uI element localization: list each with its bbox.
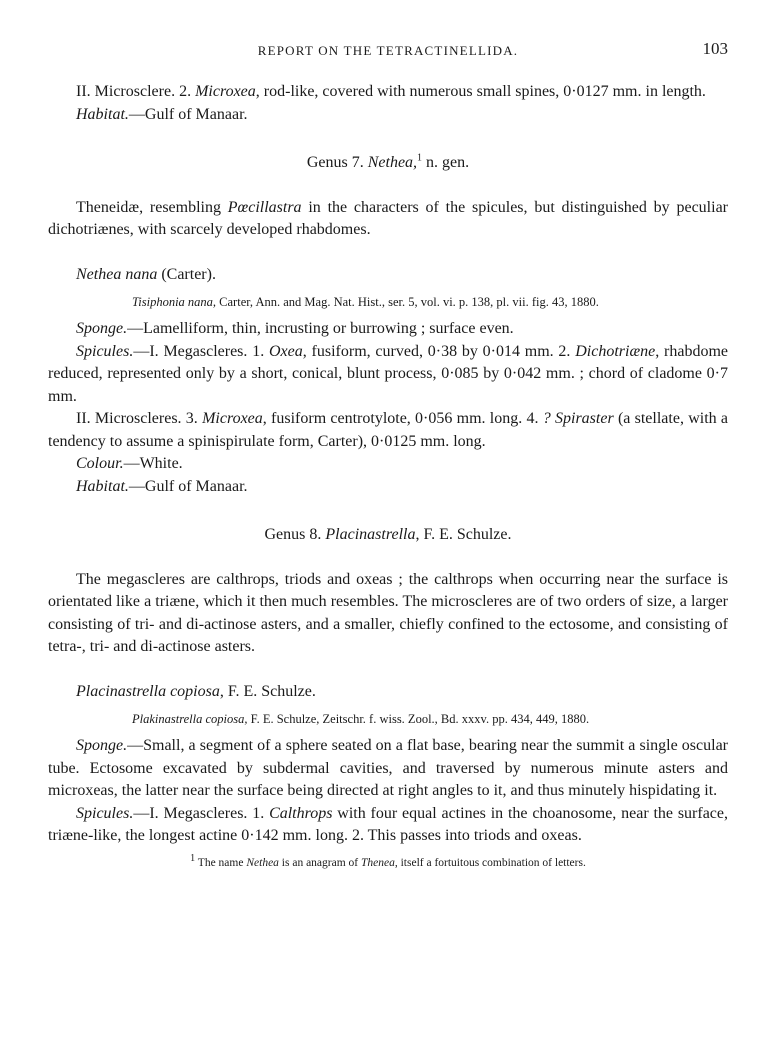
page-number: 103 — [702, 39, 728, 58]
sponge-text: —Lamelliform, thin, incrusting or burrowing ; surface even. — [127, 320, 514, 337]
text-run: Genus 7. — [306, 154, 368, 171]
genus-name-placinastrella: Placinastrella — [325, 526, 416, 543]
habitat-paragraph — [48, 104, 728, 127]
text-run: II. Microscleres. 3. — [76, 410, 203, 427]
microsclere-paragraph — [48, 81, 728, 104]
citation-plakinastrella — [48, 710, 728, 728]
text-run: , fusiform centrotylote, 0·056 mm. long. 4. — [262, 410, 543, 427]
text-run: , rod-like, covered with numerous small spines, 0·0127 mm. in length. — [255, 83, 706, 100]
text-run: n. gen. — [422, 154, 470, 171]
text-run: , rhabdome reduced, represented only by a short, conical, blunt process, 0·085 by 0·042 mm. ; chord of cladome 0·7 mm. — [48, 342, 728, 405]
species-name: Placinastrella copiosa — [76, 682, 220, 700]
taxon-oxea: Oxea — [268, 342, 303, 360]
citation-taxon: Tisiphonia nana, — [132, 295, 217, 309]
species-name: Nethea nana — [76, 265, 158, 283]
text-run: , fusiform, curved, 0·38 by 0·014 mm. 2. — [302, 342, 576, 360]
text-run: (a stellate, with a tendency to assume a spinispirulate form, Carter), 0·0125 mm. long. — [48, 410, 728, 450]
text-run: is an anagram of — [278, 856, 361, 869]
citation-text: F. E. Schulze, Zeitschr. f. wiss. Zool., Bd. xxxv. pp. 434, 449, 1880. — [247, 712, 590, 726]
taxon-spiraster: ? Spiraster — [542, 410, 614, 427]
text-run: with four equal actines in the choanosome, near the surface, triæne-like, the longest actine 0·142 mm. long. 2. This passes into triods and oxeas. — [48, 804, 729, 844]
sponge-label: Sponge. — [76, 737, 128, 754]
colour-paragraph — [48, 453, 728, 476]
species-author: , F. E. Schulze. — [219, 682, 316, 700]
text-run: , itself a fortuitous combination of letters. — [394, 856, 586, 869]
sponge-label: Sponge. — [76, 320, 128, 337]
habitat-paragraph — [48, 476, 728, 499]
text-run: Genus 8. — [264, 526, 326, 543]
microscleres-paragraph — [48, 408, 728, 453]
citation-text: Carter, Ann. and Mag. Nat. Hist., ser. 5, vol. vi. p. 138, pl. vii. fig. 43, 1880. — [216, 295, 599, 309]
spicules-label: Spicules. — [76, 342, 134, 360]
running-title: REPORT ON THE TETRACTINELLIDA. — [257, 43, 519, 58]
text-run: Theneidæ, resembling — [76, 198, 228, 216]
genus-7-description — [48, 197, 728, 242]
text-run: —I. Megascleres. 1. — [133, 342, 269, 360]
species-nethea-nana — [48, 264, 728, 287]
text-run: , F. E. Schulze. — [415, 526, 512, 543]
page — [48, 40, 728, 871]
species-author: (Carter). — [157, 265, 216, 283]
sponge-paragraph — [48, 318, 728, 341]
genus-8-heading — [48, 524, 728, 547]
footnote-taxon-nethea: Nethea — [246, 856, 279, 869]
spicules-label: Spicules. — [76, 804, 134, 822]
spicules-paragraph — [48, 341, 728, 409]
habitat-label: Habitat. — [76, 477, 129, 495]
habitat-text: —Gulf of Manaar. — [128, 105, 248, 123]
habitat-text: —Gulf of Manaar. — [128, 477, 248, 495]
text-run: in the characters of the spicules, but distinguished by peculiar dichotriænes, with scarcely developed rhabdomes. — [48, 198, 728, 238]
text-run: The name — [195, 856, 247, 869]
citation-taxon: Plakinastrella copiosa, — [132, 712, 248, 726]
spicules-paragraph — [48, 803, 728, 848]
taxon-dichotriaene: Dichotriæne — [575, 342, 656, 360]
genus-8-description: The megascleres are calthrops, triods and oxeas ; the calthrops when occurring near the surface is orientated like a triæne, which it then much resembles. The microscleres are of two orders of size, a larger consisting of tri- and di-actinose asters, and a smaller, chiefly confined to the ectosome, and consisting of tetra-, tri- and di-actinose asters. — [48, 570, 728, 655]
genus-name-nethea: Nethea, — [367, 154, 418, 171]
text-run: II. Microsclere. 2. — [76, 83, 196, 100]
footnote — [48, 852, 728, 871]
genus-7-heading — [48, 152, 728, 175]
footnote-marker: 1 — [417, 152, 423, 164]
running-header — [48, 40, 728, 64]
species-placinastrella-copiosa — [48, 681, 728, 704]
colour-text: —White. — [123, 455, 183, 472]
taxon-poecillastra: Pœcillastra — [227, 198, 302, 216]
citation-tisiphonia — [48, 293, 728, 311]
colour-label: Colour. — [76, 455, 124, 472]
taxon-microxea: Microxea — [195, 83, 256, 100]
text-run: —I. Megascleres. 1. — [133, 804, 270, 822]
footnote-taxon-thenea: Thenea — [361, 856, 395, 869]
habitat-label: Habitat. — [76, 105, 129, 123]
taxon-microxea: Microxea — [202, 410, 263, 427]
taxon-calthrops: Calthrops — [269, 804, 333, 822]
sponge-paragraph — [48, 735, 728, 803]
sponge-text: —Small, a segment of a sphere seated on a flat base, bearing near the summit a single oscular tube. Ectosome excavated by subdermal cavities, and traversed by numerous minute asters and microxeas, the latter near the surface being directed at right angles to it, and thus minutely hispidating it. — [48, 737, 728, 799]
footnote-marker: 1 — [190, 852, 196, 864]
